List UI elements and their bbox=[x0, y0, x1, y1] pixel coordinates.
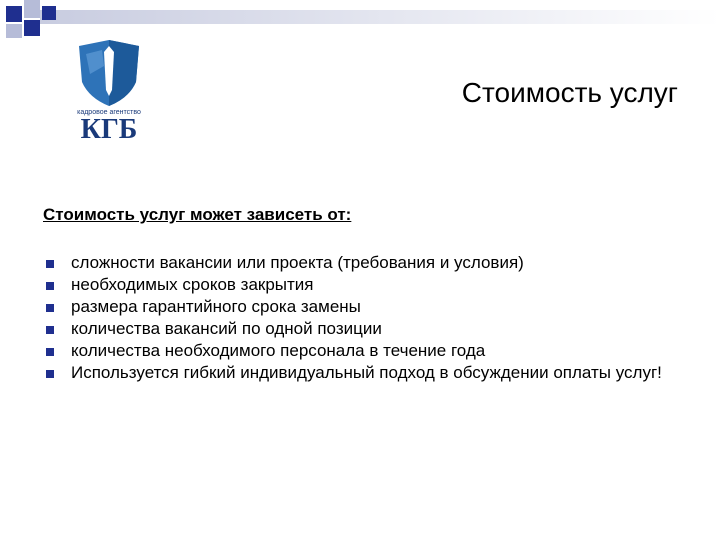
svg-text:КГБ: КГБ bbox=[80, 114, 138, 142]
bullet-item bbox=[43, 318, 683, 340]
bullet-item bbox=[43, 296, 683, 318]
bullet-square-icon bbox=[46, 326, 54, 334]
bullet-text: количества необходимого персонала в течение года bbox=[71, 341, 486, 360]
bullet-text: количества вакансий по одной позиции bbox=[71, 319, 382, 338]
bullet-item bbox=[43, 362, 683, 384]
company-logo bbox=[64, 40, 154, 142]
slide-title: Стоимость услуг bbox=[461, 77, 678, 108]
bullet-square-icon bbox=[46, 348, 54, 356]
bullet-text: размера гарантийного срока замены bbox=[71, 297, 361, 316]
bullet-square-icon bbox=[46, 304, 54, 312]
bullet-square-icon bbox=[46, 370, 54, 378]
bullet-square-icon bbox=[46, 282, 54, 290]
slide-subtitle: Стоимость услуг может зависеть от: bbox=[43, 205, 352, 224]
bullet-list bbox=[43, 252, 683, 384]
bullet-item bbox=[43, 252, 683, 274]
bullet-item bbox=[43, 340, 683, 362]
svg-text:кадровое агентство: кадровое агентство bbox=[77, 109, 141, 116]
bullet-text: Используется гибкий индивидуальный подход в обсуждении оплаты услуг! bbox=[71, 363, 662, 382]
bullet-item bbox=[43, 274, 683, 296]
bullet-text: сложности вакансии или проекта (требования и условия) bbox=[71, 253, 524, 272]
bullet-text: необходимых сроков закрытия bbox=[71, 275, 314, 294]
bullet-square-icon bbox=[46, 260, 54, 268]
